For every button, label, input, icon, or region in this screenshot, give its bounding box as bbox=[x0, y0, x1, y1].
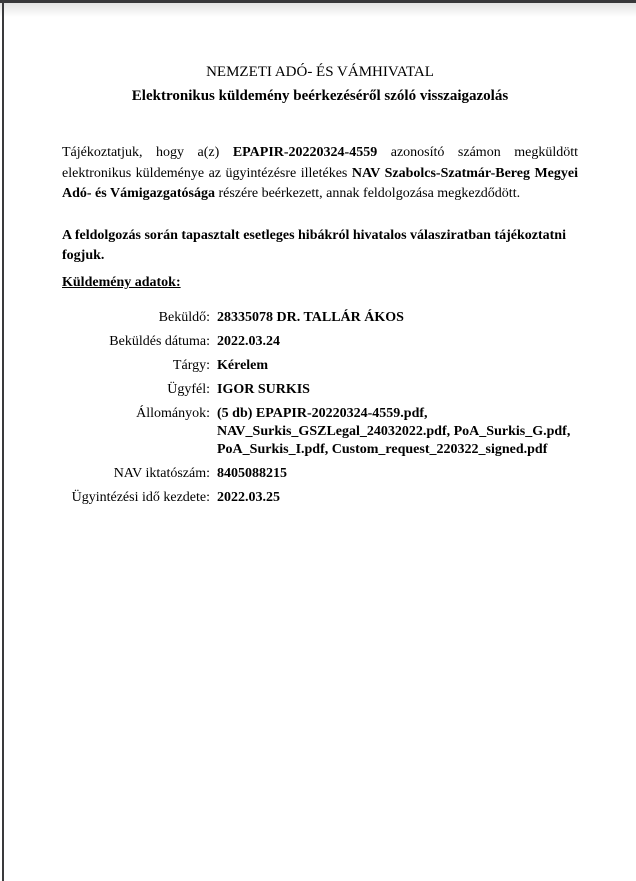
document-title: NEMZETI ADÓ- ÉS VÁMHIVATAL bbox=[206, 64, 434, 80]
field-value-files bbox=[217, 405, 578, 459]
intro-office-name: NAV Szabolcs-Szatmár-Bereg Megyei Adó- és Vámigazgatósága bbox=[62, 165, 578, 201]
page-top-edge-shadow bbox=[0, 3, 636, 17]
field-label-nav-number: NAV iktatószám: bbox=[113, 466, 210, 481]
field-value-client: IGOR SURKIS bbox=[217, 382, 310, 397]
page-left-edge bbox=[2, 0, 4, 881]
intro-text-mid: azonosító számon megküldött elektronikus küldeménye az ügyintézésre illetékes bbox=[62, 145, 578, 181]
intro-text-pre: Tájékoztatjuk, hogy a(z) bbox=[62, 145, 233, 160]
field-label-files: Állományok: bbox=[136, 406, 210, 421]
file-list-line: (5 db) EPAPIR-20220324-4559.pdf, bbox=[217, 406, 428, 421]
field-value-processing-start: 2022.03.25 bbox=[217, 490, 280, 505]
field-row-sent-date bbox=[62, 333, 578, 351]
field-value-sent-date: 2022.03.24 bbox=[217, 334, 280, 349]
field-value-sender: 28335078 DR. TALLÁR ÁKOS bbox=[217, 310, 404, 325]
field-label-sent-date: Beküldés dátuma: bbox=[109, 334, 210, 349]
field-row-files bbox=[62, 405, 578, 459]
section-heading-kuldemeny-adatok: Küldemény adatok: bbox=[62, 275, 181, 290]
field-row-sender bbox=[62, 309, 578, 327]
field-label-client: Ügyfél: bbox=[167, 382, 210, 397]
field-row-subject bbox=[62, 357, 578, 375]
field-value-nav-number: 8405088215 bbox=[217, 466, 287, 481]
document-subtitle: Elektronikus küldemény beérkezéséről szóló visszaigazolás bbox=[131, 88, 509, 104]
intro-text-post: részére beérkezett, annak feldolgozása megkezdődött. bbox=[214, 186, 521, 201]
field-value-subject: Kérelem bbox=[217, 358, 269, 373]
intro-paragraph bbox=[62, 143, 578, 205]
shipment-data-list bbox=[62, 309, 578, 513]
file-list-line: PoA_Surkis_I.pdf, Custom_request_220322_signed.pdf bbox=[217, 442, 548, 457]
processing-notice: A feldolgozás során tapasztalt esetleges hibákról hivatalos válasziratban tájékoztatni fogjuk. bbox=[62, 228, 566, 263]
field-row-nav-number bbox=[62, 465, 578, 483]
intro-document-id: EPAPIR-20220324-4559 bbox=[232, 145, 378, 160]
field-row-client bbox=[62, 381, 578, 399]
field-label-sender: Beküldő: bbox=[158, 310, 210, 325]
file-list-line: NAV_Surkis_GSZLegal_24032022.pdf, PoA_Surkis_G.pdf, bbox=[217, 424, 571, 439]
field-row-processing-start bbox=[62, 489, 578, 507]
field-label-processing-start: Ügyintézési idő kezdete: bbox=[71, 490, 210, 505]
field-label-subject: Tárgy: bbox=[172, 358, 210, 373]
